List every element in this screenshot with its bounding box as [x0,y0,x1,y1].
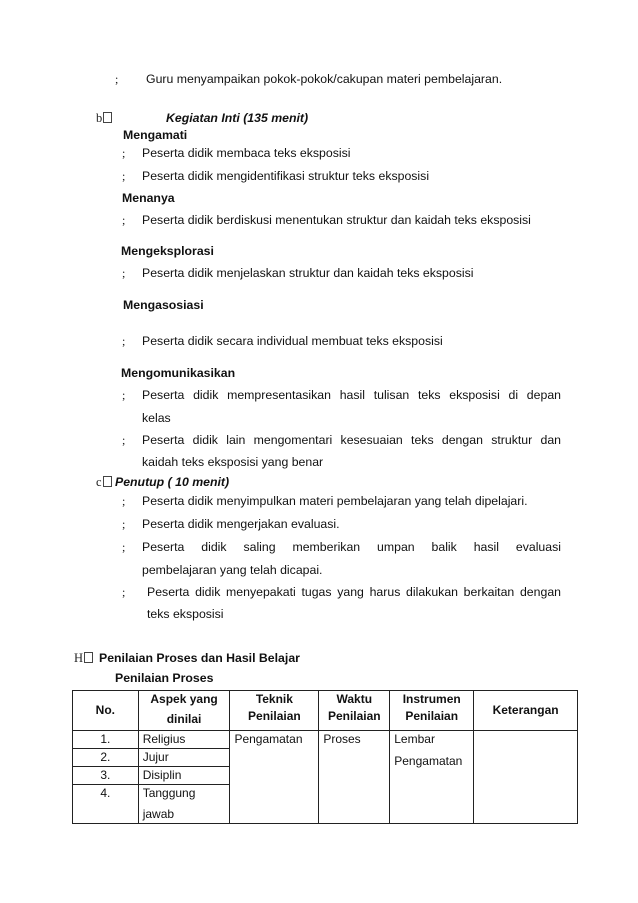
section-c-marker: c [96,475,112,490]
section-b-marker: b [96,111,112,126]
bullet-marker: ; [122,494,126,508]
bullet-marker: ; [122,585,126,599]
penutup-item-3-line-1: Peserta didik saling memberikan umpan balik hasil evaluasi [142,540,561,554]
table-row [73,731,578,749]
header-keterangan: Keterangan [474,691,578,731]
bullet-marker: ; [122,540,126,554]
penutup-item-2: Peserta didik mengerjakan evaluasi. [142,517,340,531]
header-no: No. [73,691,139,731]
menanya-item-1: Peserta didik berdiskusi menentukan struktur dan kaidah teks eksposisi [142,213,531,227]
missing-glyph-icon [103,112,112,123]
intro-bullet-text: Guru menyampaikan pokok-pokok/cakupan materi pembelajaran. [146,72,503,86]
bullet-marker: ; [122,334,126,348]
penilaian-table [72,690,578,824]
cell-keterangan [474,731,578,824]
penutup-title: Penutup ( 10 menit) [115,475,230,489]
penilaian-proses-subtitle: Penilaian Proses [115,671,214,685]
mengomunikasikan-item-2-line-2: kaidah teks eksposisi yang benar [142,455,324,469]
row-number: 4. [73,785,139,824]
bullet-marker: ; [122,169,126,183]
row-aspek: Disiplin [138,767,230,785]
heading-mengeksplorasi: Mengeksplorasi [121,244,214,258]
penutup-item-1: Peserta didik menyimpulkan materi pembelajaran yang telah dipelajari. [142,494,528,508]
bullet-marker: ; [122,213,126,227]
heading-menanya: Menanya [122,191,175,205]
row-number: 1. [73,731,139,749]
header-teknik: Teknik Penilaian [230,691,319,731]
missing-glyph-icon [103,476,112,487]
bullet-marker: ; [115,72,119,86]
penutup-item-4-line-2: teks eksposisi [147,607,224,621]
header-waktu: Waktu Penilaian [319,691,390,731]
row-aspek: Tanggung jawab [138,785,230,824]
bullet-marker: ; [122,146,126,160]
heading-mengamati: Mengamati [123,128,188,142]
row-aspek: Jujur [138,749,230,767]
heading-mengomunikasikan: Mengomunikasikan [121,366,236,380]
mengomunikasikan-item-1-line-2: kelas [142,411,171,425]
row-number: 2. [73,749,139,767]
section-h-marker: H [74,651,93,666]
cell-instrumen: Lembar Pengamatan [390,731,474,824]
mengomunikasikan-item-2-line-1: Peserta didik lain mengomentari kesesuaian teks dengan struktur dan [142,433,561,447]
cell-waktu: Proses [319,731,390,824]
missing-glyph-icon [84,652,93,663]
header-instrumen: Instrumen Penilaian [390,691,474,731]
header-aspek: Aspek yang dinilai [138,691,230,731]
kegiatan-inti-title: Kegiatan Inti (135 menit) [166,111,309,125]
bullet-marker: ; [122,517,126,531]
mengamati-item-1: Peserta didik membaca teks eksposisi [142,146,351,160]
mengeksplorasi-item-1: Peserta didik menjelaskan struktur dan kaidah teks eksposisi [142,266,474,280]
mengasosiasi-item-1: Peserta didik secara individual membuat teks eksposisi [142,334,443,348]
mengomunikasikan-item-1-line-1: Peserta didik mempresentasikan hasil tulisan teks eksposisi di depan [142,388,561,402]
penilaian-title: Penilaian Proses dan Hasil Belajar [99,651,300,665]
bullet-marker: ; [122,433,126,447]
table-header-row [73,691,578,731]
row-number: 3. [73,767,139,785]
row-aspek: Religius [138,731,230,749]
cell-teknik: Pengamatan [230,731,319,824]
mengamati-item-2: Peserta didik mengidentifikasi struktur teks eksposisi [142,169,430,183]
heading-mengasosiasi: Mengasosiasi [123,298,204,312]
penutup-item-3-line-2: pembelajaran yang telah dicapai. [142,563,323,577]
penutup-item-4-line-1: Peserta didik menyepakati tugas yang harus dilakukan berkaitan dengan [147,585,561,599]
bullet-marker: ; [122,388,126,402]
bullet-marker: ; [122,266,126,280]
